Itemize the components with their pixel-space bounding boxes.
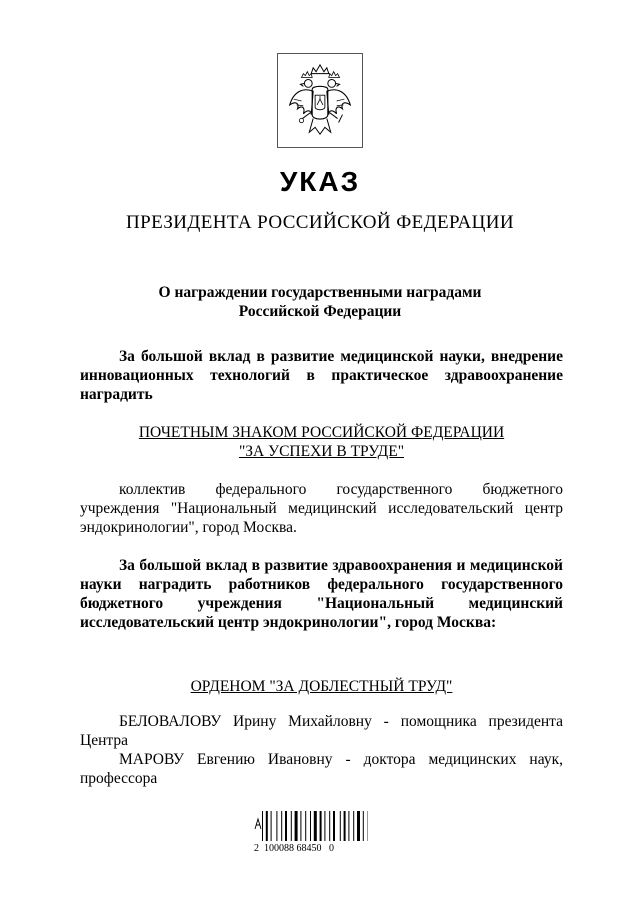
barcode-stripe [324, 811, 325, 841]
barcode-stripe [314, 811, 317, 841]
recipient-name: БЕЛОВАЛОВУ Ирину Михайловну [119, 713, 372, 730]
recipient-entry: БЕЛОВАЛОВУ Ирину Михайловну - помощника президента Центра [80, 713, 563, 749]
barcode-stripe [262, 811, 263, 841]
coat-of-arms-emblem [277, 53, 363, 148]
barcode-stripe [329, 811, 330, 841]
barcode-stripe [310, 811, 311, 841]
barcode-stripe [333, 811, 335, 841]
barcode-stripe [276, 811, 277, 841]
second-intro-paragraph: За большой вклад в развитие здравоохранения и медицинской науки наградить работников федерального государственного бюджетного учреждения "Национальный медицинский исследовательский центр эндокринологии", город Москва: [80, 557, 563, 631]
barcode-stripe [320, 811, 322, 841]
barcode-stripe [281, 811, 282, 841]
barcode-stripe [305, 811, 306, 841]
barcode-stripe [357, 811, 360, 841]
barcode-stripe [291, 811, 292, 841]
award-line: "ЗА УСПЕХИ В ТРУДЕ" [238, 443, 405, 460]
recipient-position: помощника президента Центра [80, 713, 563, 749]
barcode-stripe [266, 811, 268, 841]
barcode-stripe [300, 811, 301, 841]
award-title-honorary-badge [80, 423, 563, 461]
barcode-stripe [344, 811, 346, 841]
barcode-number: 2 100088 68450 0 [254, 843, 334, 854]
heading-line: О награждении государственными наградами [158, 284, 482, 301]
barcode-stripe [340, 811, 341, 841]
decree-issuer: ПРЕЗИДЕНТА РОССИЙСКОЙ ФЕДЕРАЦИИ [126, 212, 514, 233]
recipient-entry: МАРОВУ Евгению Ивановну - доктора медицинских наук, профессора [80, 751, 563, 787]
collective-recipient-paragraph: коллектив федерального государственного бюджетного учреждения "Национальный медицинский исследовательский центр эндокринологии", город Москва. [80, 481, 563, 536]
award-line: ПОЧЕТНЫМ ЗНАКОМ РОССИЙСКОЙ ФЕДЕРАЦИИ [138, 424, 505, 441]
barcode-stripe [348, 811, 349, 841]
barcode-stripe [363, 811, 364, 841]
intro-paragraph: За большой вклад в развитие медицинской науки, внедрение инновационных технологий в практическое здравоохранение наградить [80, 348, 563, 403]
double-headed-eagle-icon [278, 54, 362, 147]
recipient-name: МАРОВУ Евгению Ивановну [119, 751, 333, 768]
recipient-position: доктора медицинских наук, профессора [80, 751, 563, 787]
award-title-order: ОРДЕНОМ "ЗА ДОБЛЕСТНЫЙ ТРУД" [190, 678, 453, 695]
decree-heading [80, 283, 560, 321]
barcode-stripe [353, 811, 354, 841]
barcode-stripe [271, 811, 272, 841]
heading-line: Российской Федерации [238, 303, 402, 320]
barcode-stripe [285, 811, 287, 841]
barcode-stripe [295, 811, 298, 841]
decree-title: УКАЗ [279, 166, 361, 197]
